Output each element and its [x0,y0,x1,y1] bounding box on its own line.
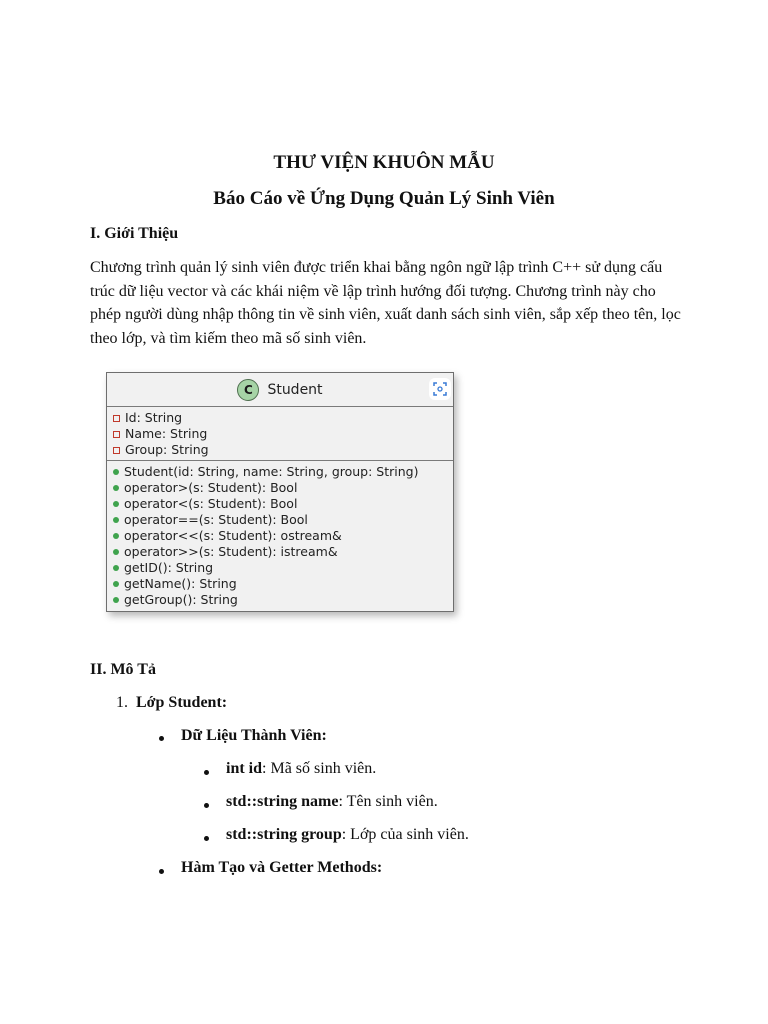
focus-frame-icon[interactable] [429,378,451,400]
method-text: getGroup(): String [124,592,238,607]
list-number: 1. [116,694,128,711]
list-item-constructor-getters: Hàm Tạo và Getter Methods: [181,859,383,876]
class-name: Student [267,381,323,398]
uml-method [113,464,453,480]
method-text: operator<<(s: Student): ostream& [124,528,342,543]
introduction-paragraph: Chương trình quản lý sinh viên được triển khai bằng ngôn ngữ lập trình C++ sử dụng cấu trúc dữ liệu vector và các khái niệm về lập trình hướng đối tượng. Chương trình này cho phép người dùng nhập thông tin về sinh viên, xuất danh sách sinh viên, sắp xếp theo tên, lọc theo lớp, và tìm kiếm theo mã số sinh viên. [90,259,681,347]
field-description: : Lớp của sinh viên. [341,826,469,843]
list-item-member-data: Dữ Liệu Thành Viên: [181,727,327,744]
list-item-student-class: Lớp Student: [136,694,228,711]
public-marker-icon [113,517,119,523]
public-marker-icon [113,597,119,603]
bullet-icon [204,836,209,841]
field-description: : Mã số sinh viên. [262,760,377,777]
class-badge-icon: C [237,379,259,401]
uml-method [113,560,453,576]
public-marker-icon [113,533,119,539]
field-name: std::string name [226,793,339,810]
uml-attribute [113,426,453,442]
uml-method [113,576,453,592]
bullet-icon [204,803,209,808]
list-item-field-name [226,793,438,811]
field-name: int id [226,760,263,777]
public-marker-icon [113,565,119,571]
method-text: Student(id: String, name: String, group: String) [124,464,419,479]
uml-attribute [113,410,453,426]
uml-method [113,544,453,560]
field-description: : Tên sinh viên. [338,793,438,810]
public-marker-icon [113,581,119,587]
public-marker-icon [113,549,119,555]
uml-class-header [107,373,453,407]
method-text: operator<(s: Student): Bool [124,496,298,511]
method-text: getName(): String [124,576,237,591]
uml-method [113,512,453,528]
document-title: THƯ VIỆN KHUÔN MẪU [273,152,495,173]
public-marker-icon [113,469,119,475]
uml-attributes [107,407,453,461]
uml-class-diagram [106,372,454,612]
method-text: getID(): String [124,560,214,575]
private-marker-icon [113,431,120,438]
attribute-text: Group: String [125,442,209,457]
private-marker-icon [113,415,120,422]
uml-method [113,480,453,496]
attribute-text: Id: String [125,410,183,425]
method-text: operator==(s: Student): Bool [124,512,308,527]
list-item-field-group [226,826,469,844]
uml-attribute [113,442,453,458]
public-marker-icon [113,501,119,507]
section-heading-introduction: I. Giới Thiệu [90,225,179,242]
method-text: operator>>(s: Student): istream& [124,544,338,559]
bullet-icon [159,869,164,874]
uml-class-box [106,372,454,612]
section-heading-description: II. Mô Tả [90,661,156,678]
field-name: std::string group [226,826,342,843]
uml-method [113,496,453,512]
uml-methods [107,461,453,608]
private-marker-icon [113,447,120,454]
uml-method [113,528,453,544]
method-text: operator>(s: Student): Bool [124,480,298,495]
attribute-text: Name: String [125,426,208,441]
public-marker-icon [113,485,119,491]
bullet-icon [204,770,209,775]
list-item-field-id [226,760,376,778]
bullet-icon [159,736,164,741]
document-subtitle: Báo Cáo về Ứng Dụng Quản Lý Sinh Viên [213,188,555,209]
uml-method [113,592,453,608]
